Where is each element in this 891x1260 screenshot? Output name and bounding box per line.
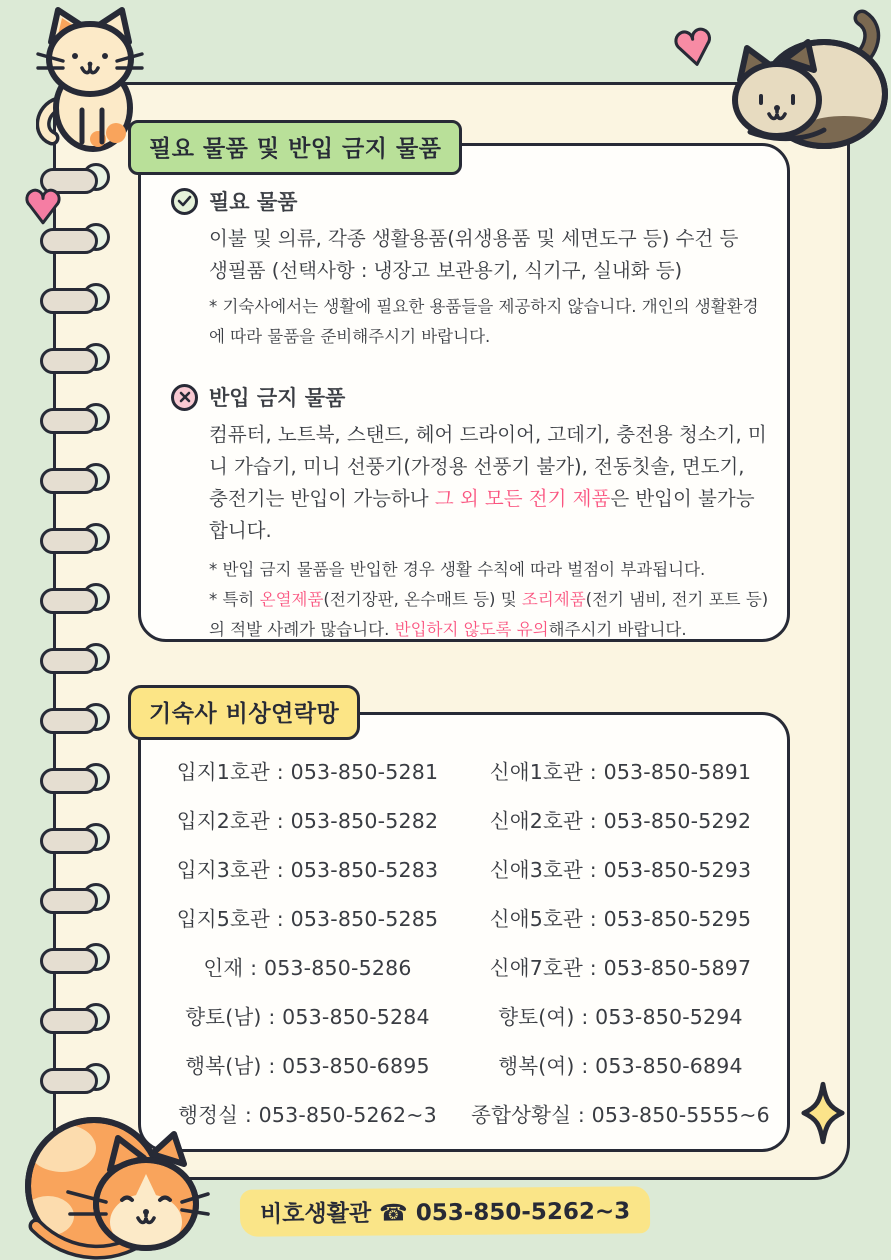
sparkle-icon bbox=[800, 1080, 846, 1146]
spiral-ring bbox=[40, 768, 100, 795]
contact-entry: 향토(여) : 053-850-5294 bbox=[498, 1004, 743, 1029]
prohibited-body-text-end: 은 반입이 불가능합니다. bbox=[209, 487, 755, 542]
required-line-2: 생필품 (선택사항 : 냉장고 보관용기, 식기구, 실내화 등) bbox=[209, 259, 683, 282]
spiral-ring bbox=[40, 708, 100, 735]
heart-icon bbox=[22, 186, 64, 226]
contact-entry: 신애5호관 : 053-850-5295 bbox=[489, 906, 752, 931]
check-circle-icon bbox=[171, 188, 198, 215]
prohibited-body-pink-text: 그 외 모든 전기 제품 bbox=[434, 487, 611, 510]
note2-text-b: (전기장판, 온수매트 등) 및 bbox=[323, 590, 522, 609]
contact-entry: 인재 : 053-850-5286 bbox=[203, 955, 412, 980]
required-items-body bbox=[209, 223, 769, 287]
contact-entry: 입지1호관 : 053-850-5281 bbox=[176, 759, 439, 784]
spiral-ring bbox=[40, 348, 100, 375]
contact-entry: 입지2호관 : 053-850-5282 bbox=[176, 808, 439, 833]
spiral-ring bbox=[40, 228, 100, 255]
contacts-grid bbox=[151, 745, 777, 1137]
spiral-ring bbox=[40, 588, 100, 615]
prohibited-note-1: * 반입 금지 물품을 반입한 경우 생활 수칙에 따라 벌점이 부과됩니다. bbox=[209, 560, 706, 579]
contact-entry: 신애7호관 : 053-850-5897 bbox=[489, 955, 752, 980]
contact-entry: 신애3호관 : 053-850-5293 bbox=[489, 857, 752, 882]
required-items-title-row bbox=[171, 186, 769, 216]
cat-illustration-bottom-left bbox=[10, 1112, 210, 1260]
note2-text-c: (전기 냄비, 전기 포트 등)의 적발 사례가 많습니다. bbox=[209, 590, 769, 639]
cat-illustration-top-right bbox=[724, 8, 890, 150]
x-circle-icon bbox=[171, 384, 198, 411]
cat-illustration-top-left bbox=[36, 6, 144, 154]
spiral-ring bbox=[40, 948, 100, 975]
spiral-ring bbox=[40, 828, 100, 855]
contact-entry: 행정실 : 053-850-5262~3 bbox=[178, 1102, 437, 1127]
section-header-items: 필요 물품 및 반입 금지 물품 bbox=[128, 120, 462, 175]
contact-entry: 신애2호관 : 053-850-5292 bbox=[489, 808, 752, 833]
prohibited-note-2 bbox=[209, 585, 769, 645]
spiral-ring bbox=[40, 1068, 100, 1095]
required-line-1: 이불 및 의류, 각종 생활용품(위생용품 및 세면도구 등) 수건 등 bbox=[209, 227, 739, 250]
spiral-ring bbox=[40, 288, 100, 315]
note2-pink-1: 온열제품 bbox=[259, 590, 324, 609]
spiral-ring bbox=[40, 1008, 100, 1035]
items-card bbox=[138, 143, 790, 642]
note2-text-d: 해주시기 바랍니다. bbox=[548, 620, 687, 639]
section-header-contacts: 기숙사 비상연락망 bbox=[128, 685, 360, 740]
heart-icon bbox=[669, 22, 720, 71]
contact-entry: 입지3호관 : 053-850-5283 bbox=[176, 857, 439, 882]
contact-entry: 향토(남) : 053-850-5284 bbox=[185, 1004, 430, 1029]
spiral-ring bbox=[40, 648, 100, 675]
note2-pink-2: 조리제품 bbox=[521, 590, 586, 609]
spiral-ring bbox=[40, 468, 100, 495]
spiral-ring bbox=[40, 888, 100, 915]
contact-entry: 입지5호관 : 053-850-5285 bbox=[176, 906, 439, 931]
contact-entry: 신애1호관 : 053-850-5891 bbox=[489, 759, 752, 784]
contact-entry: 행복(여) : 053-850-6894 bbox=[498, 1053, 743, 1078]
prohibited-body-text: 컴퓨터, 노트북, 스탠드, 헤어 드라이어, 고데기, 충전용 청소기, 미니 가습기, 미니 선풍기(가정용 선풍기 불가), 전동칫솔, 면도기, 충전기는 반입이 가능하나 bbox=[209, 423, 767, 510]
prohibited-items-body bbox=[209, 419, 769, 547]
prohibited-items-title: 반입 금지 물품 bbox=[209, 386, 346, 410]
prohibited-items-title-row bbox=[171, 382, 769, 412]
required-items-note: * 기숙사에서는 생활에 필요한 용품들을 제공하지 않습니다. 개인의 생활환경에 따라 물품을 준비해주시기 바랍니다. bbox=[209, 297, 759, 346]
contacts-card bbox=[138, 712, 790, 1152]
spiral-ring bbox=[40, 408, 100, 435]
spiral-ring bbox=[40, 528, 100, 555]
footer-contact: 비호생활관 ☎ 053-850-5262~3 bbox=[240, 1186, 651, 1237]
contact-entry: 행복(남) : 053-850-6895 bbox=[185, 1053, 430, 1078]
note2-pink-3: 반입하지 않도록 유의 bbox=[394, 620, 549, 639]
contact-entry: 종합상황실 : 053-850-5555~6 bbox=[471, 1102, 770, 1127]
required-items-title: 필요 물품 bbox=[209, 190, 298, 214]
note2-text: * 특히 bbox=[209, 590, 260, 609]
